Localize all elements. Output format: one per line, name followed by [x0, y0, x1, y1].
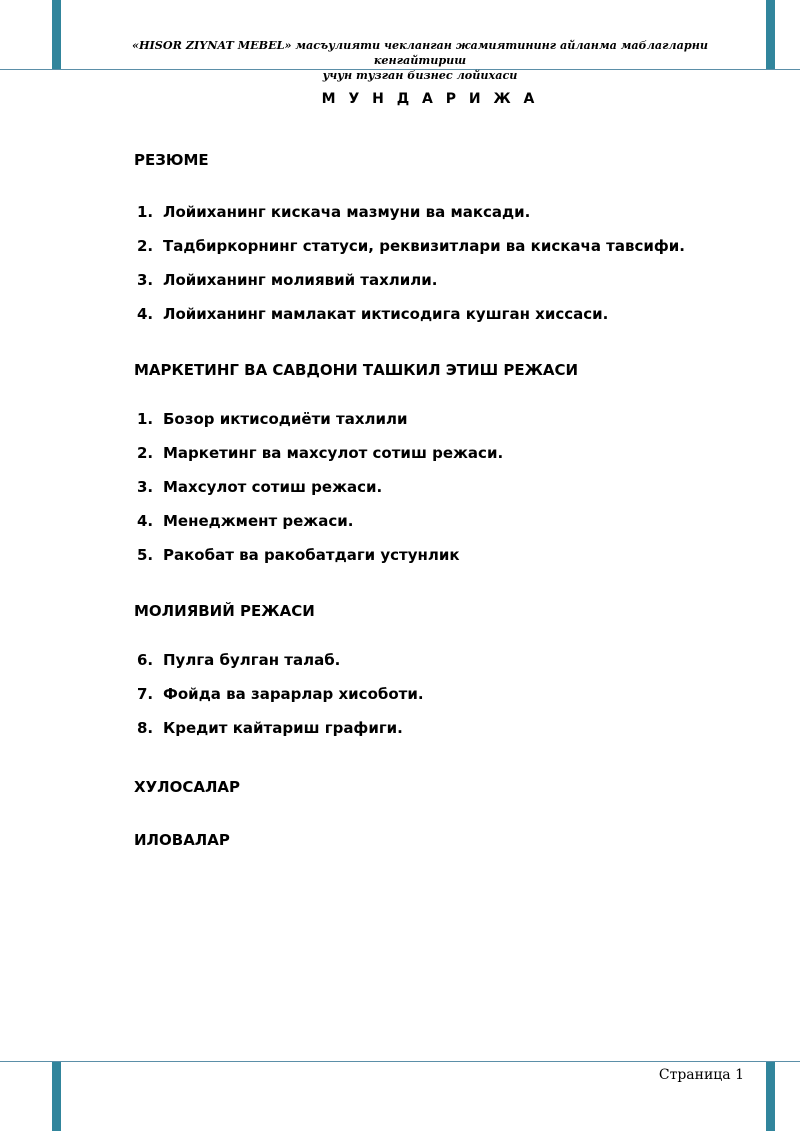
toc-item-text: Лойиханинг молиявий тахлили. [163, 271, 438, 289]
toc-item[interactable] [137, 203, 530, 221]
toc-item-number: 7. [137, 685, 154, 703]
footer-right-bar [766, 1062, 775, 1131]
toc-item-text: Кредит кайтариш графиги. [163, 719, 403, 737]
section-heading-appendices: ИЛОВАЛАР [134, 831, 230, 849]
toc-item-number: 2. [137, 444, 154, 462]
toc-item[interactable] [137, 512, 353, 530]
toc-item[interactable] [137, 305, 608, 323]
toc-item[interactable] [137, 685, 424, 703]
toc-item-number: 8. [137, 719, 154, 737]
section-heading-financial: МОЛИЯВИЙ РЕЖАСИ [134, 602, 315, 620]
document-title: М У Н Д А Р И Ж А [321, 91, 539, 107]
toc-item-text: Лойиханинг мамлакат иктисодига кушган хиссаси. [163, 305, 609, 323]
header-left-bar [52, 0, 61, 69]
section-heading-resume: РЕЗЮМЕ [134, 151, 209, 169]
section-heading-marketing: МАРКЕТИНГ ВА САВДОНИ ТАШКИЛ ЭТИШ РЕЖАСИ [134, 361, 579, 379]
toc-item-text: Бозор иктисодиёти тахлили [163, 410, 408, 428]
toc-item[interactable] [137, 651, 340, 669]
footer-left-bar [52, 1062, 61, 1131]
toc-item-number: 6. [137, 651, 154, 669]
toc-item-text: Фойда ва зарарлар хисоботи. [163, 685, 424, 703]
toc-item-text: Пулга булган талаб. [163, 651, 341, 669]
toc-item-text: Менеджмент режаси. [163, 512, 354, 530]
toc-item-number: 4. [137, 512, 154, 530]
header-line-2: учун тузган бизнес лойихаси [322, 68, 518, 82]
toc-item-number: 1. [137, 203, 154, 221]
toc-item-number: 2. [137, 237, 154, 255]
toc-item[interactable] [137, 237, 685, 255]
toc-item-text: Маркетинг ва махсулот сотиш режаси. [163, 444, 504, 462]
toc-item-text: Тадбиркорнинг статуси, реквизитлари ва кискача тавсифи. [163, 237, 685, 255]
toc-item-number: 4. [137, 305, 154, 323]
footer-rule [0, 1061, 800, 1062]
page-header [90, 38, 750, 83]
toc-item[interactable] [137, 271, 438, 289]
toc-item[interactable] [137, 410, 408, 428]
toc-item[interactable] [137, 719, 403, 737]
toc-item-number: 1. [137, 410, 154, 428]
toc-item[interactable] [137, 478, 382, 496]
toc-item-number: 5. [137, 546, 154, 564]
toc-item-number: 3. [137, 271, 154, 289]
toc-item-text: Ракобат ва ракобатдаги устунлик [163, 546, 460, 564]
section-heading-conclusions: ХУЛОСАЛАР [134, 778, 241, 796]
header-right-bar [766, 0, 775, 69]
toc-item-text: Махсулот сотиш режаси. [163, 478, 383, 496]
toc-item-number: 3. [137, 478, 154, 496]
header-line-1: «HISOR ZIYNAT MEBEL» масъулияти чекланган жамиятининг айланма маблагларни кенгайтириш [132, 38, 708, 67]
toc-item[interactable] [137, 444, 503, 462]
toc-item[interactable] [137, 546, 460, 564]
toc-item-text: Лойиханинг кискача мазмуни ва максади. [163, 203, 531, 221]
page-number: Страница 1 [658, 1067, 744, 1083]
